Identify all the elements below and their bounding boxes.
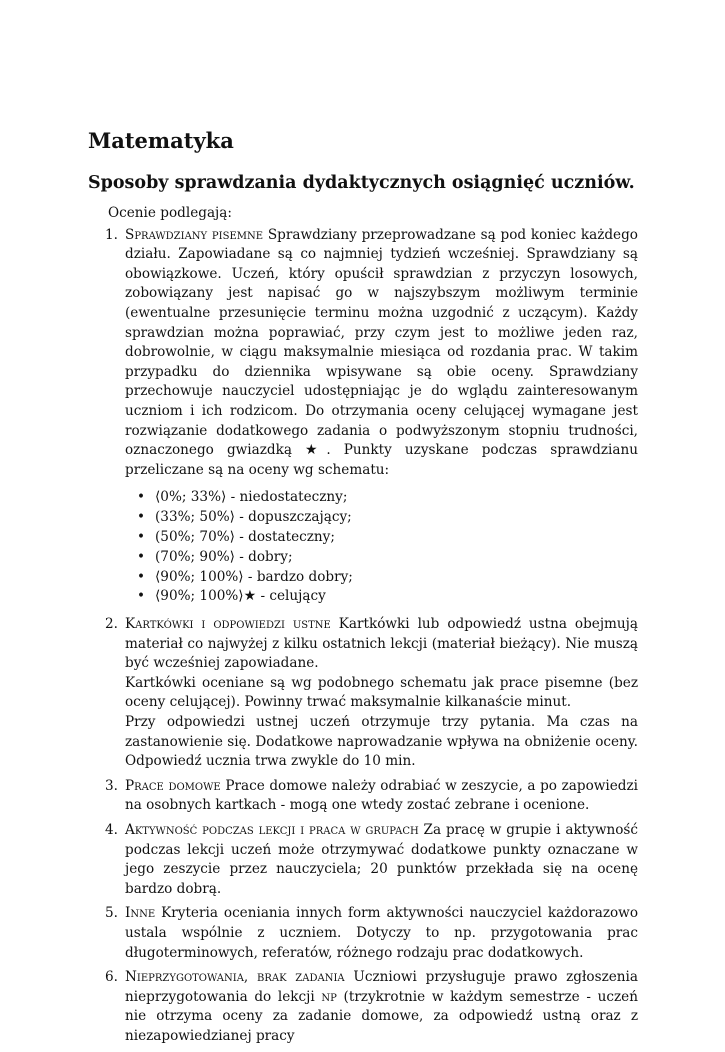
item-text: Za pracę w grupie i aktywność podczas lekcji uczeń może otrzymywać dodatkowe punkty oznaczane w jego zeszycie przez nauczyciela; 20 punktów przekłada się na ocenę bardzo dobrą.: [125, 822, 638, 897]
item-text: Sprawdziany przeprowadzane są pod koniec każdego działu. Zapowiadane są co najmniej tydzień wcześniej. Sprawdziany są obowiązkowe. Uczeń, który opuścił sprawdzian z przyczyn losowych, zobowiązany jest napisać go w najszybszym możliwym terminie (ewentualne przesunięcie terminu można uzgodnić z uczącym). Każdy sprawdzian można poprawiać, przy czym jest to możliwe jeden raz, dobrowolnie, w ciągu maksymalnie miesiąca od rozdania prac. W takim przypadku do dziennika wpisywane są obie oceny. Sprawdziany przechowuje nauczyciel udostępniając je do wglądu zainteresowanym uczniom i ich rodzicom. Do otrzymania oceny celującej wymagane jest rozwiązanie dodatkowego zadania o podwyższonym stopniu trudności, oznaczonego gwiazdką: [125, 226, 638, 459]
intro-text: Ocenie podlegają:: [108, 205, 232, 221]
list-item: [88, 821, 638, 899]
item-heading: Prace domowe: [125, 777, 221, 794]
list-item: [88, 968, 638, 1046]
item-heading: Inne: [125, 905, 156, 922]
section-heading: Sposoby sprawdzania dydaktycznych osiągnięć uczniów.: [88, 173, 635, 193]
item-number: 3.: [105, 777, 118, 794]
star-icon: ★: [305, 442, 327, 459]
item-number: 4.: [105, 822, 118, 839]
item-heading: Sprawdziany pisemne: [125, 226, 264, 243]
item-text: Prace domowe należy odrabiać w zeszycie, a po zapowiedzi na osobnych kartkach - mogą one wtedy zostać zebrane i ocenione.: [125, 777, 639, 814]
item-paragraph: Przy odpowiedzi ustnej uczeń otrzymuje trzy pytania. Ma czas na zastanowienie się. Dodatkowe naprowadzanie wpływa na obniżenie oceny. Odpowiedź ucznia trwa zwykle do 10 min.: [125, 714, 638, 770]
document-page: [88, 128, 638, 1052]
grade-row: • ⟨90%; 100%⟩★ - celujący: [137, 588, 326, 605]
item-number: 2.: [105, 616, 118, 633]
item-number: 5.: [105, 905, 118, 922]
abbreviation: np: [321, 988, 337, 1005]
document-title: Matematyka: [88, 128, 234, 153]
item-text: Kryteria oceniania innych form aktywności nauczyciel każdorazowo ustala wspólnie z uczniem. Dotyczy to np. przygotowania prac długoterminowych, referatów, różnego rodzaju prac dodatkowych.: [125, 905, 639, 961]
criteria-list: [88, 226, 638, 1047]
list-item: [88, 777, 638, 816]
item-heading: Nieprzygotowania, brak zadania: [125, 969, 345, 986]
grade-row: • (70%; 90%⟩ - dobry;: [137, 548, 293, 565]
item-text: Kartkówki lub odpowiedź ustna obejmują materiał co najwyżej z kilku ostatnich lekcji (materiał bieżący). Nie muszą być wcześniej zapowiadane.: [125, 616, 639, 672]
item-paragraph: Kartkówki oceniane są wg podobnego schematu jak prace pisemne (bez oceny celującej). Powinny trwać maksymalnie kilkanaście minut.: [125, 674, 638, 711]
list-item: [88, 615, 638, 772]
item-heading: Aktywność podczas lekcji i praca w grupach: [125, 822, 419, 839]
item-text-after: . Punkty uzyskane podczas sprawdzianu przeliczane są na oceny wg schematu:: [125, 442, 638, 478]
item-text: Uczniowi przysługuje prawo zgłoszenia nieprzygotowania do lekcji: [125, 969, 638, 1005]
grade-scale-list: [125, 488, 638, 607]
item-number: 1.: [105, 226, 118, 243]
grade-row: • ⟨90%; 100%⟩ - bardzo dobry;: [137, 568, 353, 585]
list-item: [88, 904, 638, 963]
item-heading: Kartkówki i odpowiedzi ustne: [125, 616, 331, 633]
item-text-after: (trzykrotnie w każdym semestrze - uczeń nie otrzyma oceny za zadanie domowe, za odpowiedź ustną oraz z niezapowiedzianej pracy: [125, 988, 638, 1044]
grade-row: • (50%; 70%⟩ - dostateczny;: [137, 528, 335, 545]
grade-row: • (33%; 50%⟩ - dopuszczający;: [137, 509, 352, 526]
grade-row: • ⟨0%; 33%⟩ - niedostateczny;: [137, 489, 348, 506]
star-icon: ★: [243, 588, 257, 605]
list-item: [88, 226, 638, 608]
item-number: 6.: [105, 969, 118, 986]
